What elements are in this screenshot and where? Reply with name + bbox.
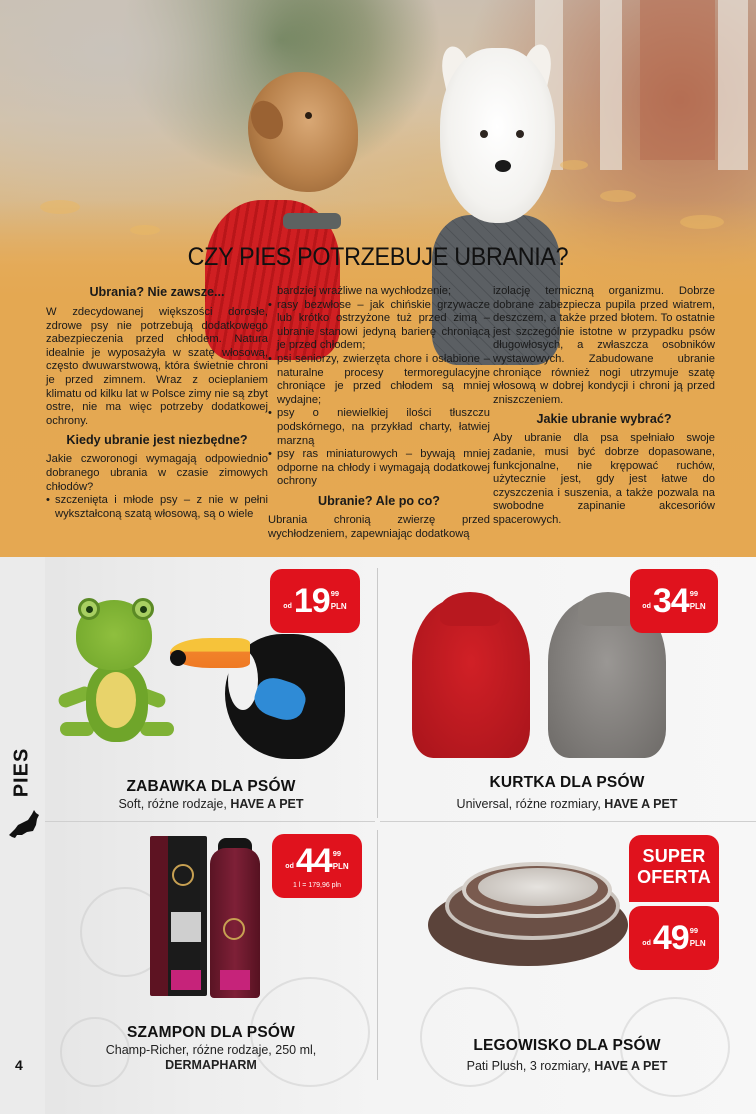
product-brand: HAVE A PET <box>594 1059 668 1073</box>
leaf <box>130 225 160 235</box>
section-paragraph: izolację termiczną organizmu. Dobrze dobrane zabezpiecza pupila przed wiatrem, deszczem, a także przed błotem. To ostatnie jest szczególnie istotne w przypadku psów długowłosych, a zwłaszcza osobników wystawowych. Zabudowane ubranie chroniące również nogi utrzymuje szatę włosową w dobrej kondycji i chroni ją przed zniszczeniem. <box>493 285 715 406</box>
product-subtitle <box>45 1043 377 1073</box>
leaf <box>600 190 636 202</box>
product-title: SZAMPON DLA PSÓW <box>127 1024 295 1041</box>
bullet-item: • psy ras miniaturowych – bywają mniej odporne na chłody i wymagają dodatkowej ochrony <box>268 448 490 489</box>
price-cents: 99 <box>330 589 340 598</box>
super-offer-line-2: OFERTA <box>637 867 711 887</box>
leaf <box>680 215 724 229</box>
section-heading: Ubrania? Nie zawsze... <box>89 285 225 299</box>
price-prefix: od <box>285 863 294 870</box>
price-badge <box>270 569 360 633</box>
champ-richer-emblem <box>172 864 194 886</box>
price-integer: 19 <box>293 582 330 620</box>
price-cents: 99 <box>689 589 699 598</box>
leaf <box>40 200 80 214</box>
product-title: ZABAWKA DLA PSÓW <box>126 778 296 795</box>
price-cents: 99 <box>332 849 342 858</box>
shampoo-box-label <box>171 970 201 990</box>
toucan-toy-bill-tip <box>170 650 186 666</box>
product-title: KURTKA DLA PSÓW <box>489 774 645 791</box>
price-currency: PLN <box>689 602 706 611</box>
dog-bed-plush <box>478 868 598 906</box>
price-badge <box>629 906 719 970</box>
category-label-text: PIES <box>10 747 33 797</box>
page-number: 4 <box>15 1057 23 1073</box>
bullet-item: • psi seniorzy, zwierzęta chore i osłabione – naturalne procesy termoregulacyjne chroniące je przed chłodem są mniej wydajne; <box>268 353 490 407</box>
product-title: LEGOWISKO DLA PSÓW <box>473 1037 661 1054</box>
section-paragraph: Aby ubranie dla psa spełniało swoje zadanie, musi być dobrze dopasowane, funkcjonalne, nie krępować ruchów, użytecznie jest, gdy jest łatwe do czyszczenia i suszenia, a także pozwala na swobodne zapinanie akcesoriów spacerowych. <box>493 432 715 526</box>
yorkie-eye <box>305 112 312 119</box>
price-cents: 99 <box>689 926 699 935</box>
super-offer-badge <box>629 835 719 902</box>
westie-nose <box>495 160 511 172</box>
background-brick-wall <box>640 0 715 160</box>
section-heading: Ubranie? Ale po co? <box>318 493 440 508</box>
price-integer: 44 <box>295 842 332 880</box>
article-column-1 <box>46 285 268 521</box>
bullet-list <box>268 299 490 489</box>
background-pillar <box>718 0 748 170</box>
champ-richer-emblem <box>223 918 245 940</box>
frog-toy-leg <box>140 722 174 736</box>
price-integer: 49 <box>652 919 689 957</box>
row-divider <box>45 821 375 822</box>
product-subtitle <box>378 797 756 812</box>
article-column-2 <box>268 285 490 541</box>
yorkie-collar <box>283 213 341 229</box>
product-subtitle <box>378 1059 756 1074</box>
price-currency: PLN <box>332 862 349 871</box>
price-prefix: od <box>283 603 292 610</box>
price-currency: PLN <box>689 939 706 948</box>
westie-eye <box>480 130 488 138</box>
grey-jacket-hood <box>578 592 638 626</box>
shampoo-box-photo <box>171 912 201 942</box>
dog-icon <box>6 805 42 841</box>
super-offer-line-1: SUPER <box>642 846 706 866</box>
price-badge <box>272 834 362 898</box>
product-brand: DERMAPHARM <box>165 1058 257 1072</box>
bullet-item: • psy o niewielkiej ilości tłuszczu podskórnego, na przykład charty, łatwiej marzną <box>268 407 490 448</box>
bullet-item: • rasy bezwłose – jak chińskie grzywacze lub krótko ostrzyżone tuż przed zimą – ubranie stanowi jedyną barierę chroniącą je przed chłodem; <box>268 299 490 353</box>
price-badge <box>630 569 718 633</box>
product-description: Universal, różne rozmiary, <box>456 797 605 811</box>
product-brand: HAVE A PET <box>230 797 304 811</box>
article-title: CZY PIES POTRZEBUJE UBRANIA? <box>187 243 569 271</box>
section-paragraph: W zdecydowanej większości dorosłe, zdrowe psy nie potrzebują dodatkowego zabezpieczenia przed chłodem. Natura idealnie je wyposażyła w szatę włosową, często dwuwarstwową, która świetnie chroni je przed zimnem. Wraz z ocieplaniem klimatu od kilku lat w Polsce zimy nie są zbyt ostre, nie ma więc potrzeby dodatkowej ochrony. <box>46 306 268 427</box>
section-heading: Jakie ubranie wybrać? <box>536 412 672 427</box>
frog-toy-belly <box>96 672 136 728</box>
product-description: Soft, różne rodzaje, <box>118 797 231 811</box>
article-column-3 <box>493 285 715 528</box>
price-integer: 34 <box>652 582 689 620</box>
bullet-list <box>46 494 268 521</box>
price-currency: PLN <box>330 602 347 611</box>
frog-toy-eye <box>78 598 100 620</box>
product-brand: HAVE A PET <box>604 797 678 811</box>
background-pillar <box>600 0 622 170</box>
price-prefix: od <box>642 940 651 947</box>
category-label <box>5 742 39 802</box>
leaf <box>560 160 588 170</box>
bullet-item: • szczenięta i młode psy – z nie w pełni wykształconą szatą włosową, są o wiele <box>46 494 268 521</box>
product-description: Pati Plush, 3 rozmiary, <box>466 1059 595 1073</box>
section-heading: Kiedy ubranie jest niezbędne? <box>66 433 248 448</box>
shampoo-bottle-label <box>220 970 250 990</box>
red-jacket-hood <box>440 592 500 626</box>
product-subtitle <box>45 797 377 812</box>
price-prefix: od <box>642 603 651 610</box>
row-divider <box>380 821 756 822</box>
unit-price: 1 l = 179,96 pln <box>292 882 342 889</box>
frog-toy-eye <box>132 598 154 620</box>
section-paragraph: Ubrania chronią zwierzę przed wychłodzeniem, zapewniając dodatkową <box>268 513 490 540</box>
section-paragraph: Jakie czworonogi wymagają odpowiednio dobranego ubrania w czasie zimowych chłodów? <box>46 453 268 493</box>
westie-head <box>440 48 555 223</box>
bullet-continuation: bardziej wrażliwe na wychłodzenie; <box>277 285 452 297</box>
westie-eye <box>516 130 524 138</box>
product-description: Champ-Richer, różne rodzaje, 250 ml, <box>105 1043 317 1057</box>
